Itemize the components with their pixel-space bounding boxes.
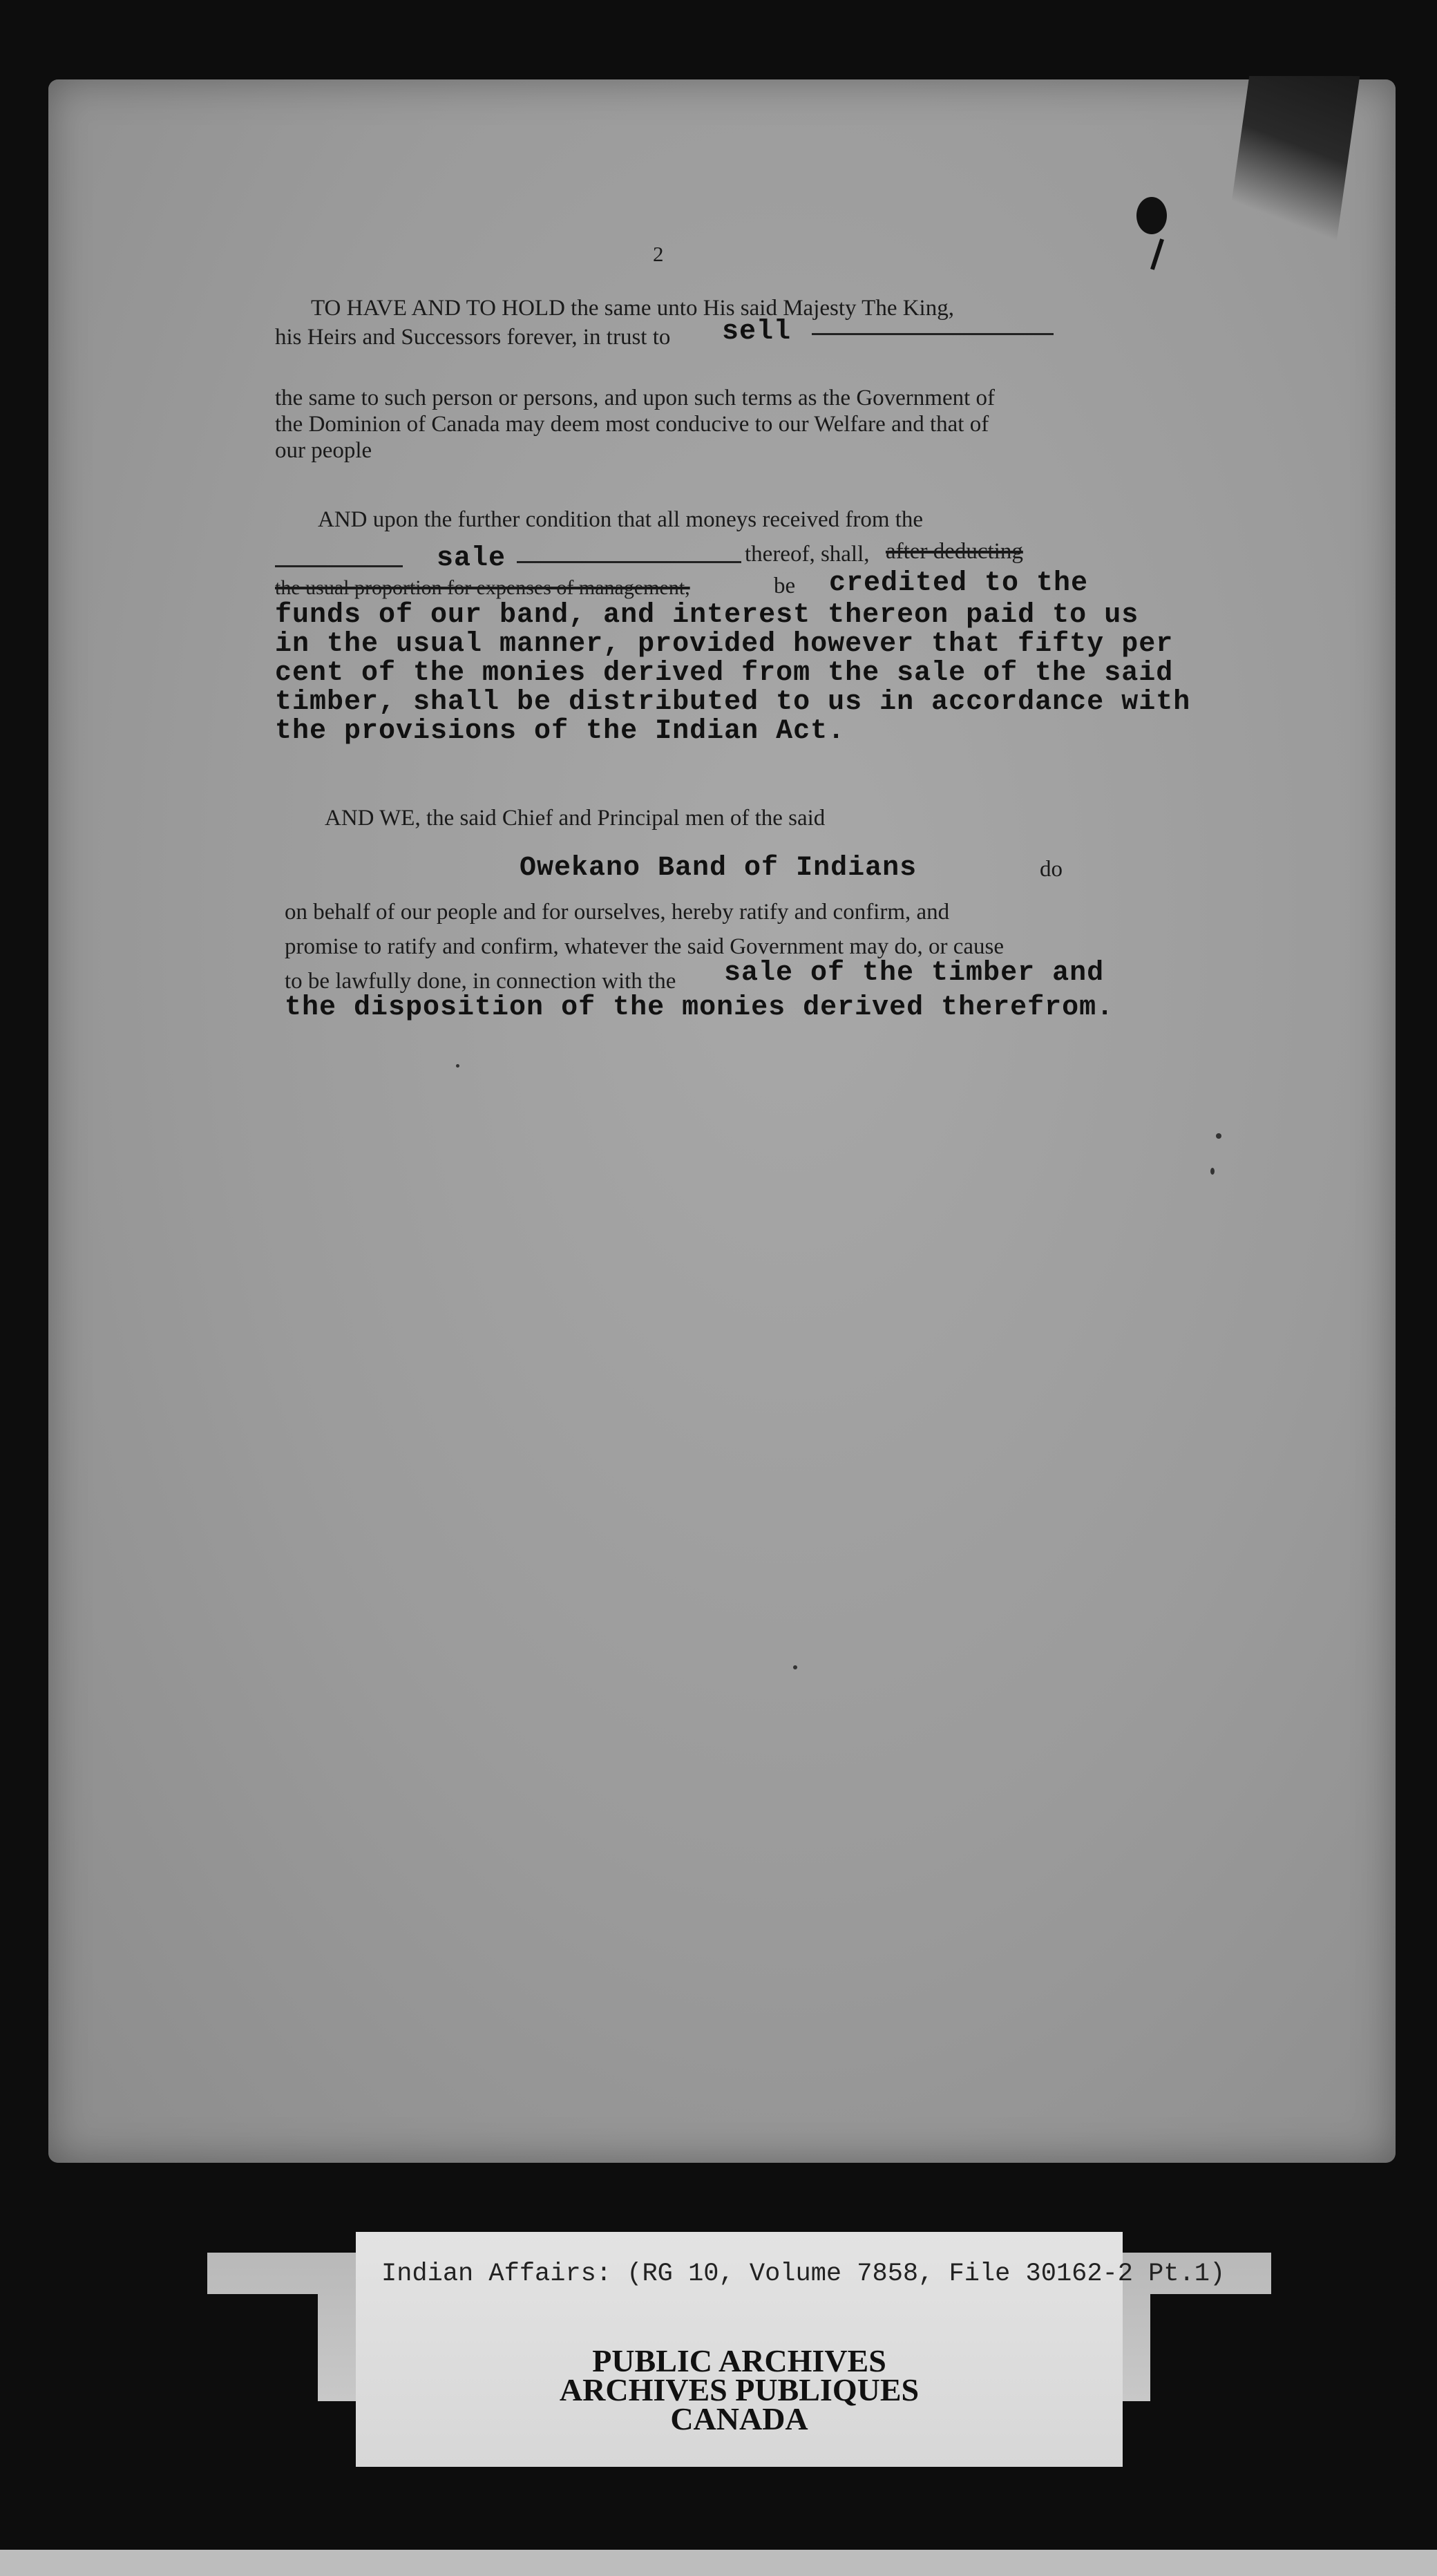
- band-name: Owekano Band of Indians: [520, 853, 917, 884]
- para3-typed-end-1: sale of the timber and: [724, 958, 1105, 989]
- archive-country: CANADA: [670, 2401, 808, 2436]
- archive-name-fr: ARCHIVES PUBLIQUES: [559, 2372, 920, 2407]
- para3-line5: to be lawfully done, in connection with the: [285, 969, 676, 994]
- para2-blank-right: [517, 561, 741, 563]
- para2-be: be: [774, 574, 796, 598]
- para2-thereof: thereof, shall,: [745, 542, 870, 567]
- para3-line3: on behalf of our people and for ourselves, hereby ratify and confirm, and: [285, 900, 950, 925]
- para2-struck-2: the usual proportion for expenses of management,: [275, 576, 690, 599]
- para1-typed-word: sell: [722, 316, 792, 348]
- para3-line1: AND WE, the said Chief and Principal men of the said: [325, 806, 826, 831]
- para2-typed-word: sale: [437, 543, 506, 574]
- label-notch-right: [1150, 2294, 1271, 2401]
- para2-typed-line-3: in the usual manner, provided however that fifty per: [275, 629, 1174, 660]
- page-number: 2: [653, 242, 664, 266]
- speck: [793, 1665, 797, 1669]
- para1-blank-line: [812, 333, 1054, 335]
- archive-name-en: PUBLIC ARCHIVES: [592, 2343, 886, 2378]
- para1-line3: the same to such person or persons, and upon such terms as the Government of: [275, 386, 996, 410]
- ink-blot: [1136, 197, 1167, 234]
- speck: [456, 1064, 459, 1068]
- speck: [1216, 1133, 1221, 1139]
- para2-typed-line-2: funds of our band, and interest thereon paid to us: [275, 600, 1139, 631]
- para2-line1: AND upon the further condition that all moneys received from the: [318, 507, 924, 532]
- para1-line2: his Heirs and Successors forever, in trust to: [275, 325, 671, 350]
- label-notch-left: [207, 2294, 318, 2401]
- para1-line5: our people: [275, 438, 372, 463]
- para2-typed-line-4: cent of the monies derived from the sale of the said: [275, 658, 1174, 689]
- speck: [1210, 1168, 1215, 1175]
- para3-do: do: [1040, 857, 1063, 882]
- para2-struck-1: after deducting: [886, 539, 1023, 564]
- para2-typed-line-6: the provisions of the Indian Act.: [275, 716, 846, 747]
- para3-line4: promise to ratify and confirm, whatever the said Government may do, or cause: [285, 934, 1004, 959]
- para3-typed-end-2: the disposition of the monies derived therefrom.: [285, 992, 1114, 1023]
- para1-line1: TO HAVE AND TO HOLD the same unto His said Majesty The King,: [311, 296, 954, 321]
- para2-blank-left: [275, 565, 403, 567]
- para2-typed-line-1: credited to the: [829, 568, 1089, 599]
- para2-typed-line-5: timber, shall be distributed to us in accordance with: [275, 687, 1191, 718]
- archive-reference: Indian Affairs: (RG 10, Volume 7858, File 30162-2 Pt.1): [381, 2260, 1226, 2289]
- para1-line4: the Dominion of Canada may deem most conducive to our Welfare and that of: [275, 412, 989, 437]
- film-edge: [0, 2550, 1437, 2576]
